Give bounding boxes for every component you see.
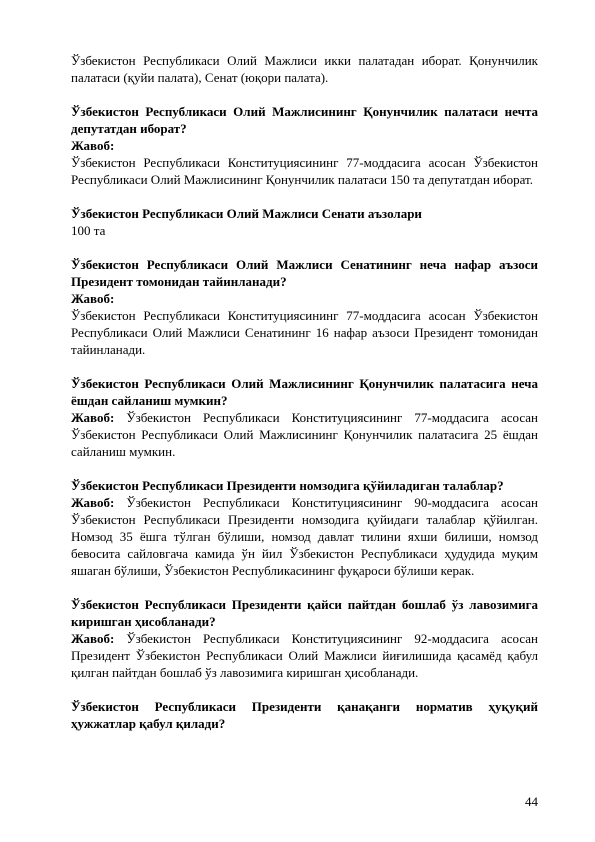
question-4: Ўзбекистон Республикаси Олий Мажлисининг Қонунчилик палатасига неча ёшдан сайланиш мумкин? (71, 376, 538, 408)
answer-label-3: Жавоб: (71, 291, 115, 306)
answer-label-4: Жавоб: (71, 410, 115, 425)
answer-6-text: Ўзбекистон Республикаси Конституциясининг 92-моддасига асосан Президент Ўзбекистон Республикаси Олий Мажлиси йиғилишида қасамёд қабул қилган пайтдан бошлаб ўз лавозимига киришган ҳисобланади. (71, 631, 539, 680)
question-5: Ўзбекистон Республикаси Президенти номзодига қўйиладиган талаблар? (71, 478, 504, 493)
answer-5 (71, 494, 538, 579)
question-2: Ўзбекистон Республикаси Олий Мажлиси Сенати аъзолари (71, 206, 422, 221)
answer-label-5: Жавоб: (71, 495, 115, 510)
intro-paragraph: Ўзбекистон Республикаси Олий Мажлиси икки палатадан иборат. Қонунчилик палатаси (қуйи палата), Сенат (юқори палата). (71, 53, 538, 85)
answer-label-6: Жавоб: (71, 631, 115, 646)
document-page (71, 52, 538, 732)
answer-3: Ўзбекистон Республикаси Конституциясининг 77-моддасига асосан Ўзбекистон Республикаси Олий Мажлиси Сенатининг 16 нафар аъзоси Президент томонидан тайинланади. (71, 308, 538, 357)
answer-6 (71, 630, 538, 681)
question-3: Ўзбекистон Республикаси Олий Мажлиси Сенатининг неча нафар аъзоси Президент томонидан тайинланади? (71, 257, 538, 289)
question-1: Ўзбекистон Республикаси Олий Мажлисининг Қонунчилик палатаси нечта депутатдан иборат? (71, 104, 538, 136)
question-7: Ўзбекистон Республикаси Президенти қанақанги норматив ҳуқуқий ҳужжатлар қабул қилади? (71, 699, 538, 731)
page-number: 44 (525, 794, 538, 809)
answer-label-1: Жавоб: (71, 138, 115, 153)
answer-4-text: Ўзбекистон Республикаси Конституциясининг 77-моддасига асосан Ўзбекистон Республикаси Олий Мажлисининг Қонунчилик палатасига 25 ёшдан сайланиш мумкин. (71, 410, 539, 459)
answer-2: 100 та (71, 223, 106, 238)
question-6: Ўзбекистон Республикаси Президенти қайси пайтдан бошлаб ўз лавозимига киришган ҳисобланади? (71, 597, 538, 629)
answer-5-text: Ўзбекистон Республикаси Конституциясининг 90-моддасига асосан Ўзбекистон Республикаси Президенти номзодига қуйидаги талаблар қўйилган. Номзод 35 ёшга тўлган бўлиши, номзод давлат тилини яхши билиши, номзод бевосита сайловгача камида ўн йил Ўзбекистон Республикаси ҳудудида муқим яшаган бўлиши, Ўзбекистон Республикасининг фуқароси бўлиши керак. (71, 495, 539, 578)
answer-1: Ўзбекистон Республикаси Конституциясининг 77-моддасига асосан Ўзбекистон Республикаси Олий Мажлисининг Қонунчилик палатаси 150 та депутатдан иборат. (71, 155, 538, 187)
answer-4 (71, 409, 538, 460)
